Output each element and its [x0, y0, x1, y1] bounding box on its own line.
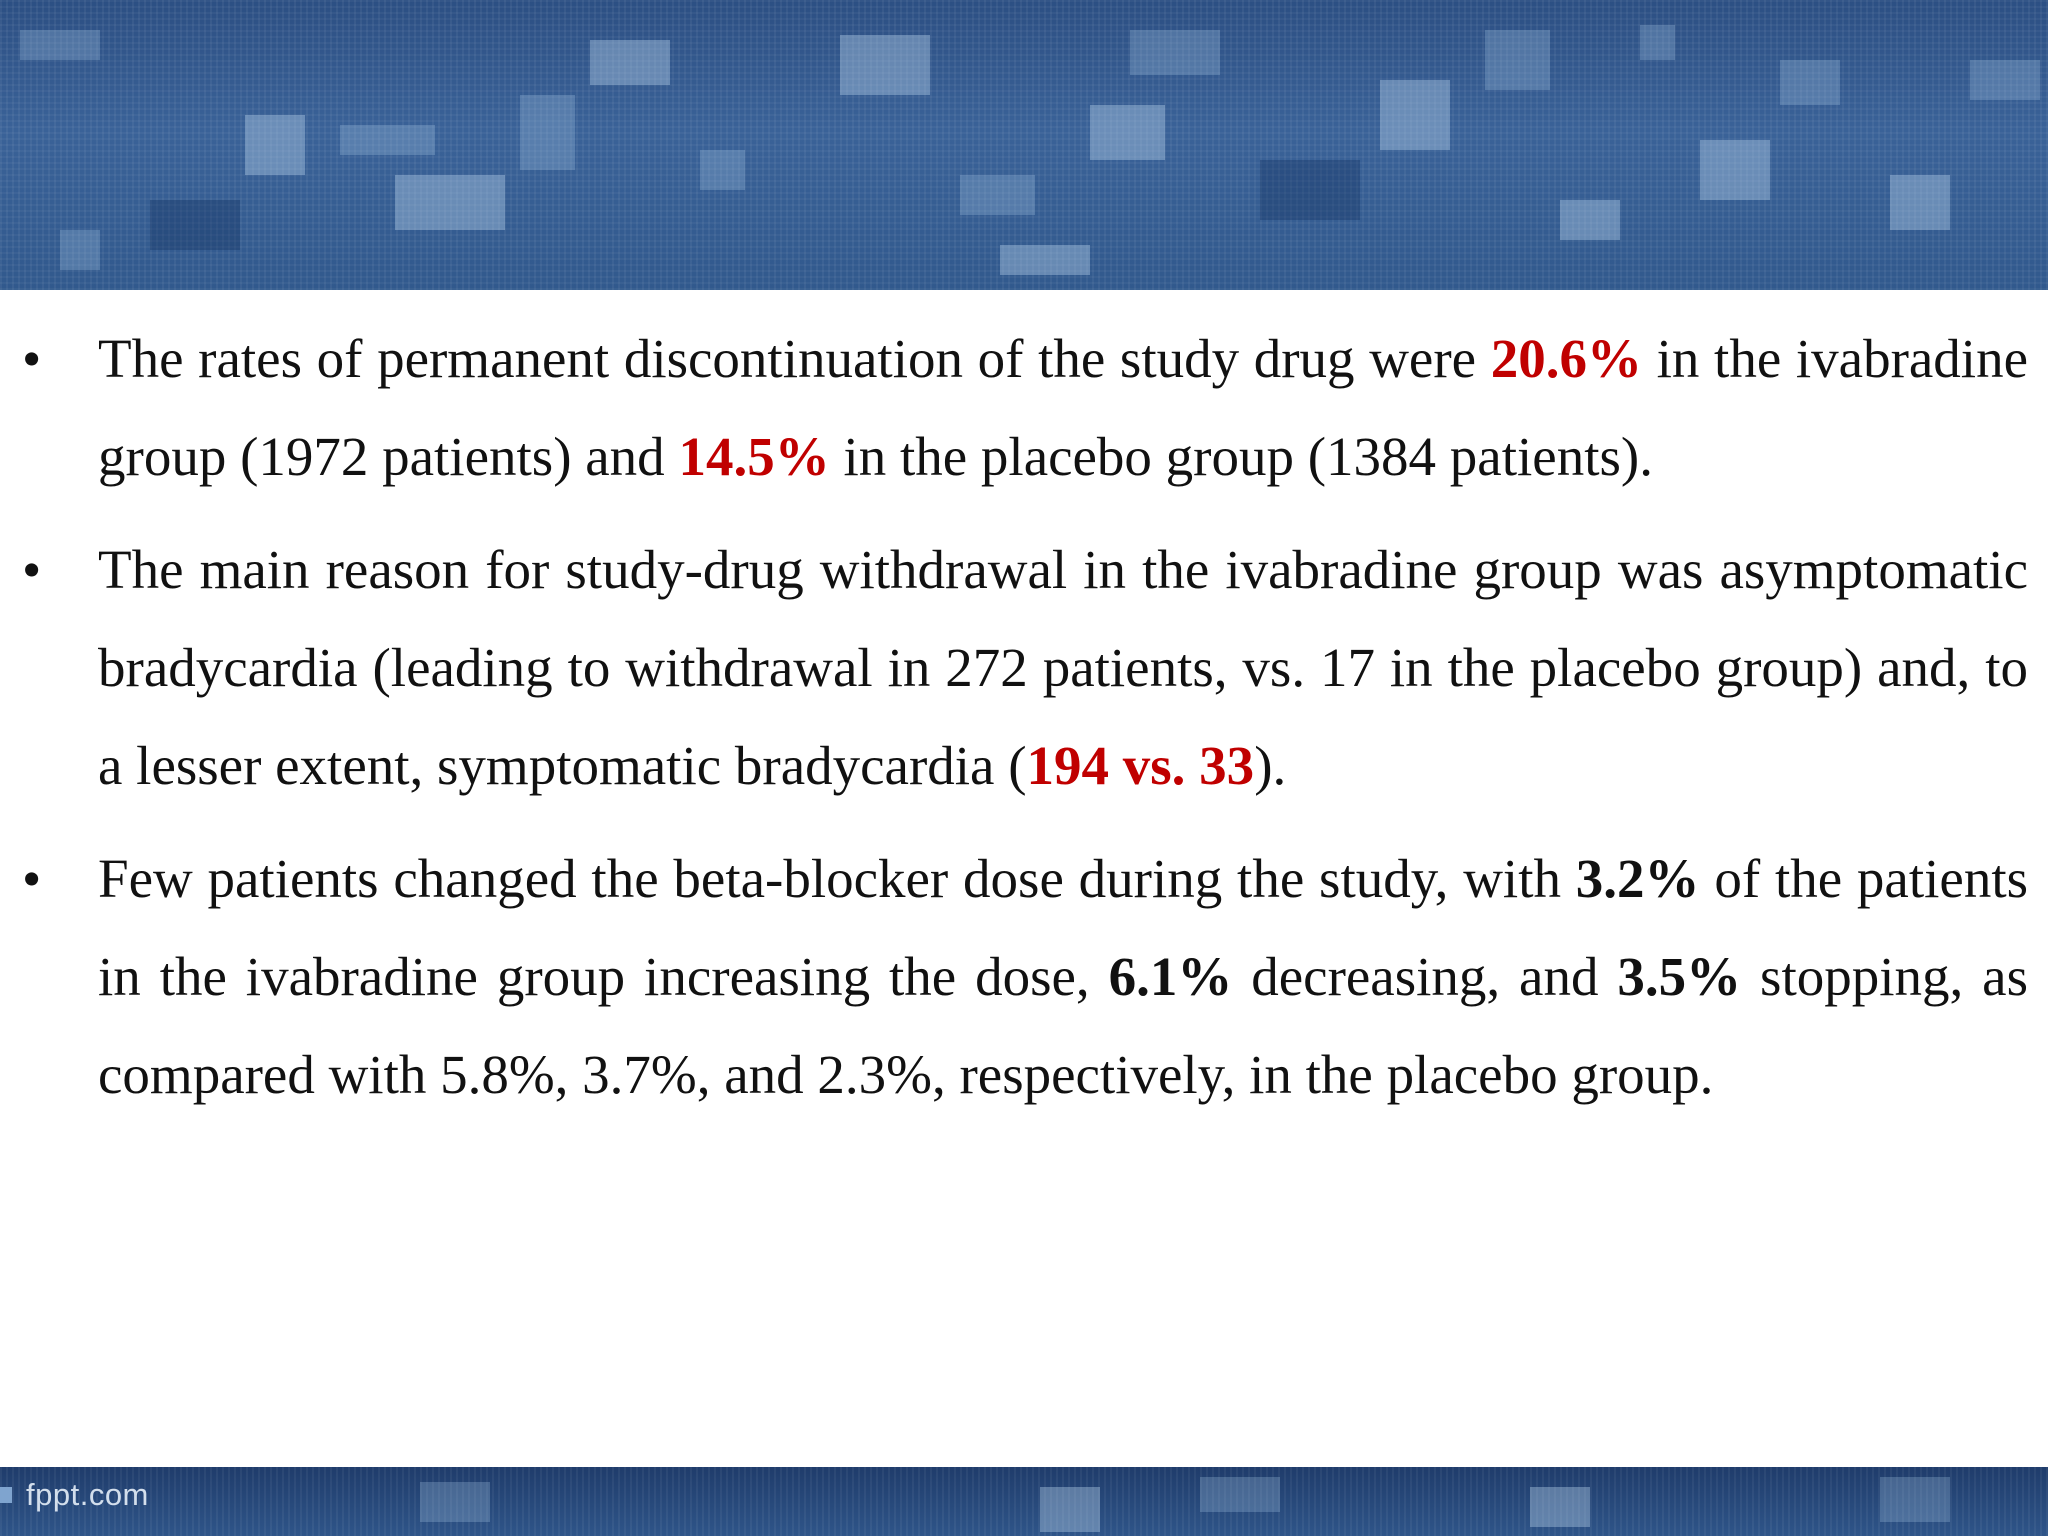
bullet-text: of the patients in the ivabradine group increasing the dose,: [98, 848, 2028, 1007]
highlight-value: 14.5%: [678, 426, 830, 487]
banner-tile: [1970, 60, 2040, 100]
banner-tile: [60, 230, 100, 270]
banner-tile: [245, 115, 305, 175]
bullet-text: The rates of permanent discontinuation of the study drug were: [98, 328, 1491, 389]
banner-tile: [395, 175, 505, 230]
bullet-marker: •: [22, 539, 42, 600]
bullet-text: in the placebo group (1384 patients).: [829, 426, 1653, 487]
bullet-item: [0, 830, 2048, 1124]
bold-value: 3.2%: [1575, 848, 1700, 909]
bullet-text: Few patients changed the beta-blocker dose during the study, with: [98, 848, 1576, 909]
banner-tile: [1560, 200, 1620, 240]
banner-tile: [520, 95, 575, 170]
bullet-marker: •: [22, 328, 42, 389]
banner-tile: [20, 30, 100, 60]
banner-tile: [1890, 175, 1950, 230]
banner-tile: [960, 175, 1035, 215]
bullet-marker: •: [22, 848, 42, 909]
bullet-text: The main reason for study-drug withdrawal in the ivabradine group was asymptomatic bradycardia (leading to withdrawal in 272 patients, vs. 17 in the placebo group) and, to a lesser extent, symptomatic bradycardia (: [98, 539, 2028, 796]
banner-tile: [340, 125, 435, 155]
bullet-item: [0, 521, 2048, 815]
header-banner: [0, 0, 2048, 290]
bold-value: 3.5%: [1617, 946, 1742, 1007]
footer-tile: [1530, 1487, 1590, 1527]
footer-tile: [1200, 1477, 1280, 1512]
banner-tile: [150, 200, 240, 250]
banner-tile: [1780, 60, 1840, 105]
banner-tile: [590, 40, 670, 85]
bullet-list: [0, 310, 2048, 1139]
banner-tile: [1000, 245, 1090, 275]
footer-tile: [1880, 1477, 1950, 1522]
banner-tile: [1090, 105, 1165, 160]
banner-tile: [840, 35, 930, 95]
brand-mark: [0, 1487, 12, 1503]
banner-tile: [1260, 160, 1360, 220]
highlight-value: 20.6%: [1490, 328, 1642, 389]
banner-tile: [700, 150, 745, 190]
banner-tile: [1640, 25, 1675, 60]
banner-tile: [1485, 30, 1550, 90]
bullet-text: stopping, as compared with 5.8%, 3.7%, and 2.3%, respectively, in the placebo group.: [98, 946, 2028, 1105]
bullet-item: [0, 310, 2048, 506]
brand-logo: fppt.com: [26, 1477, 149, 1512]
bullet-text: decreasing, and: [1232, 946, 1618, 1007]
footer-tile: [420, 1482, 490, 1522]
banner-tile: [1380, 80, 1450, 150]
bullet-text: ).: [1254, 735, 1287, 796]
highlight-value: 194 vs. 33: [1026, 735, 1255, 796]
banner-tile: [1700, 140, 1770, 200]
bold-value: 6.1%: [1108, 946, 1233, 1007]
bullet-text: in the ivabradine group (1972 patients) and: [98, 328, 2028, 487]
footer-banner: [0, 1467, 2048, 1536]
banner-tile: [1130, 30, 1220, 75]
footer-tile: [1040, 1487, 1100, 1532]
